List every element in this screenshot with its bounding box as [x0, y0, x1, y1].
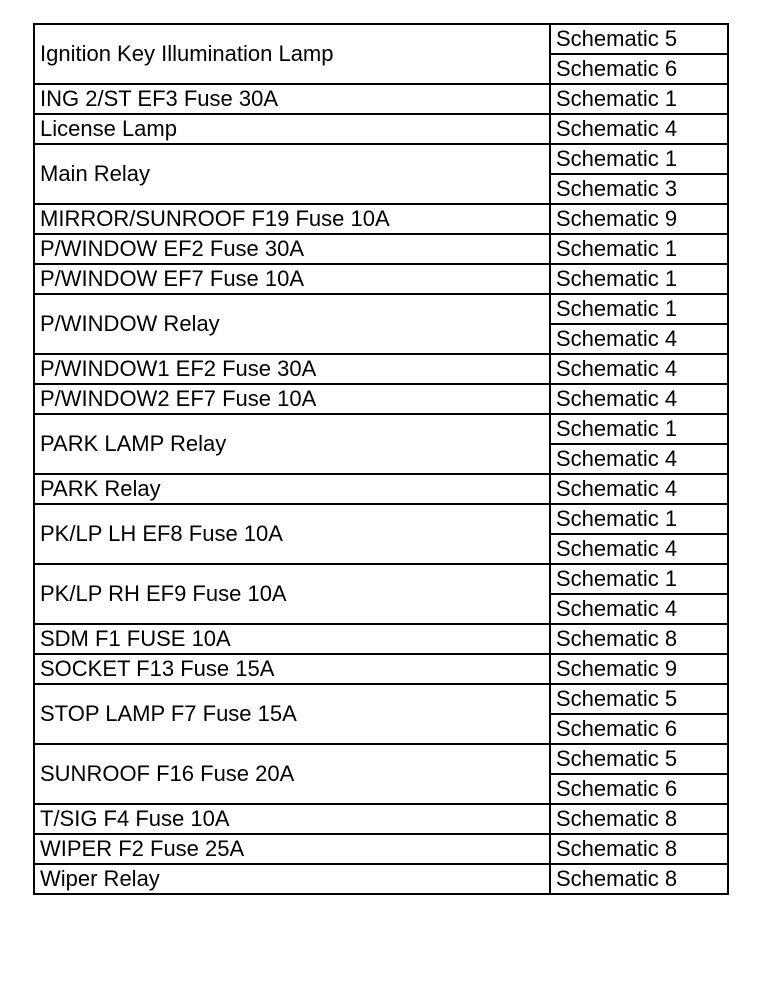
schematic-reference-cell: Schematic 1 [550, 84, 728, 114]
schematic-reference-cell: Schematic 6 [550, 54, 728, 84]
component-name-cell: P/WINDOW Relay [34, 294, 550, 354]
component-name-cell: STOP LAMP F7 Fuse 15A [34, 684, 550, 744]
schematic-reference-cell: Schematic 1 [550, 414, 728, 444]
schematic-reference-cell: Schematic 1 [550, 264, 728, 294]
table-row [34, 384, 728, 414]
schematic-reference-cell: Schematic 1 [550, 294, 728, 324]
table-row [34, 684, 728, 714]
schematic-reference-cell: Schematic 4 [550, 594, 728, 624]
component-name-cell: SOCKET F13 Fuse 15A [34, 654, 550, 684]
schematic-reference-cell: Schematic 4 [550, 474, 728, 504]
table-row [34, 24, 728, 54]
table-row [34, 504, 728, 534]
schematic-index-body [34, 24, 728, 894]
component-name-cell: SUNROOF F16 Fuse 20A [34, 744, 550, 804]
component-name-cell: P/WINDOW2 EF7 Fuse 10A [34, 384, 550, 414]
component-name-cell: P/WINDOW EF7 Fuse 10A [34, 264, 550, 294]
schematic-reference-cell: Schematic 6 [550, 774, 728, 804]
component-name-cell: P/WINDOW EF2 Fuse 30A [34, 234, 550, 264]
schematic-reference-cell: Schematic 1 [550, 504, 728, 534]
component-name-cell: License Lamp [34, 114, 550, 144]
component-name-cell: Ignition Key Illumination Lamp [34, 24, 550, 84]
component-name-cell: Wiper Relay [34, 864, 550, 894]
schematic-reference-cell: Schematic 4 [550, 324, 728, 354]
schematic-reference-cell: Schematic 8 [550, 864, 728, 894]
component-name-cell: PARK Relay [34, 474, 550, 504]
table-row [34, 114, 728, 144]
schematic-reference-cell: Schematic 4 [550, 444, 728, 474]
schematic-reference-cell: Schematic 6 [550, 714, 728, 744]
schematic-reference-cell: Schematic 3 [550, 174, 728, 204]
schematic-reference-cell: Schematic 4 [550, 384, 728, 414]
schematic-reference-cell: Schematic 8 [550, 834, 728, 864]
schematic-reference-cell: Schematic 4 [550, 354, 728, 384]
component-name-cell: ING 2/ST EF3 Fuse 30A [34, 84, 550, 114]
schematic-reference-cell: Schematic 1 [550, 234, 728, 264]
component-name-cell: PK/LP LH EF8 Fuse 10A [34, 504, 550, 564]
schematic-reference-cell: Schematic 5 [550, 744, 728, 774]
table-row [34, 84, 728, 114]
component-name-cell: PARK LAMP Relay [34, 414, 550, 474]
schematic-reference-cell: Schematic 1 [550, 564, 728, 594]
component-name-cell: P/WINDOW1 EF2 Fuse 30A [34, 354, 550, 384]
table-row [34, 564, 728, 594]
schematic-reference-cell: Schematic 5 [550, 24, 728, 54]
table-row [34, 414, 728, 444]
component-name-cell: Main Relay [34, 144, 550, 204]
table-row [34, 654, 728, 684]
schematic-reference-cell: Schematic 4 [550, 114, 728, 144]
table-row [34, 264, 728, 294]
table-row [34, 804, 728, 834]
table-row [34, 864, 728, 894]
table-row [34, 354, 728, 384]
schematic-reference-cell: Schematic 5 [550, 684, 728, 714]
table-row [34, 204, 728, 234]
table-row [34, 234, 728, 264]
component-name-cell: SDM F1 FUSE 10A [34, 624, 550, 654]
schematic-reference-cell: Schematic 8 [550, 624, 728, 654]
schematic-reference-cell: Schematic 8 [550, 804, 728, 834]
component-name-cell: MIRROR/SUNROOF F19 Fuse 10A [34, 204, 550, 234]
table-row [34, 294, 728, 324]
table-row [34, 834, 728, 864]
schematic-reference-cell: Schematic 4 [550, 534, 728, 564]
schematic-reference-cell: Schematic 1 [550, 144, 728, 174]
schematic-reference-cell: Schematic 9 [550, 654, 728, 684]
component-name-cell: WIPER F2 Fuse 25A [34, 834, 550, 864]
schematic-reference-cell: Schematic 9 [550, 204, 728, 234]
table-row [34, 474, 728, 504]
table-row [34, 744, 728, 774]
component-name-cell: PK/LP RH EF9 Fuse 10A [34, 564, 550, 624]
table-row [34, 624, 728, 654]
table-row [34, 144, 728, 174]
schematic-index-table [33, 23, 729, 895]
component-name-cell: T/SIG F4 Fuse 10A [34, 804, 550, 834]
